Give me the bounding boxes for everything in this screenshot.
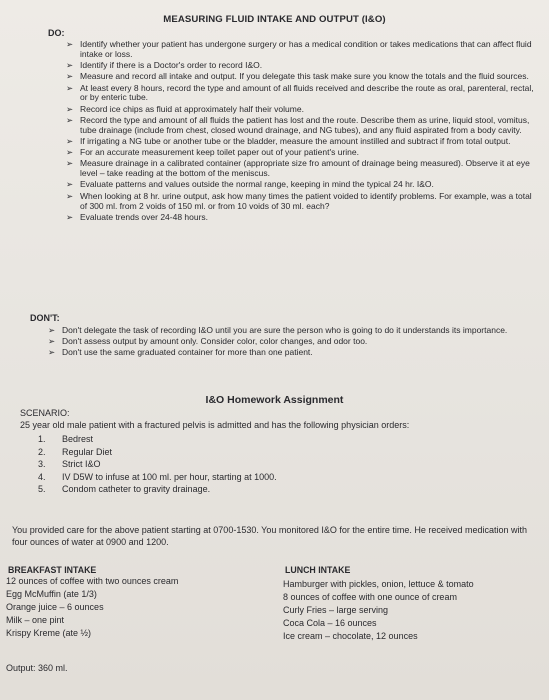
order-item: 3. Strict I&O xyxy=(38,459,101,470)
assignment-title: I&O Homework Assignment xyxy=(205,394,344,406)
breakfast-item: Krispy Kreme (ate ½) xyxy=(6,627,92,638)
arrow-bullet-icon: ➢ xyxy=(66,114,74,125)
arrow-bullet-icon: ➢ xyxy=(66,190,74,201)
arrow-bullet-icon: ➢ xyxy=(66,39,74,49)
care-description: You provided care for the above patient starting at 0700-1530. You monitored I&O for the entire time. He received medication with four ounces of water at 0900 and 1200. xyxy=(12,525,527,548)
do-item: ➢ Evaluate patterns and values outside the normal range, keeping in mind the typical 24 hr. I&O. xyxy=(66,179,434,190)
do-item: ➢ Record ice chips as fluid at approximately half their volume. xyxy=(66,103,304,114)
do-item: ➢ When looking at 8 hr. urine output, ask how many times the patient voided to identify problems. For example, was a total of 300 ml. from 2 voids of 150 ml. or from 10 voids of 30 ml. each? xyxy=(66,190,532,211)
do-item: ➢ For an accurate measurement keep toilet paper out of your patient's urine. xyxy=(66,147,359,158)
lunch-heading: LUNCH INTAKE xyxy=(285,565,351,575)
do-item: ➢ Measure and record all intake and output. If you delegate this task make sure you know the totals and the fluid sources. xyxy=(66,71,529,82)
physician-orders-list xyxy=(38,433,277,496)
do-item: ➢ Identify if there is a Doctor's order to record I&O. xyxy=(66,60,263,71)
output-total: Output: 360 ml. xyxy=(6,663,68,673)
order-item: 1. Bedrest xyxy=(38,434,94,444)
breakfast-item: Egg McMuffin (ate 1/3) xyxy=(6,588,97,599)
lunch-list xyxy=(283,578,474,643)
order-item: 4. IV D5W to infuse at 100 ml. per hour, starting at 1000. xyxy=(38,471,277,482)
do-item: ➢ Record the type and amount of all fluids the patient has lost and the route. Describe them as urine, liquid stool, vomitus, tube drainage (include from chest, closed wound drainage, and NG tubes), and any fluid aspirated from a body cavity. xyxy=(66,114,530,135)
do-item: ➢ If irrigating a NG tube or another tube or the bladder, measure the amount instilled and subtract if from total output. xyxy=(66,135,511,146)
arrow-bullet-icon: ➢ xyxy=(66,147,74,158)
arrow-bullet-icon: ➢ xyxy=(66,60,74,71)
arrow-bullet-icon: ➢ xyxy=(48,347,56,358)
lunch-item: Hamburger with pickles, onion, lettuce & tomato xyxy=(283,579,474,589)
lunch-item: Curly Fries – large serving xyxy=(283,604,389,615)
breakfast-item: 12 ounces of coffee with two ounces cream xyxy=(6,576,179,586)
lunch-item: 8 ounces of coffee with one ounce of cream xyxy=(283,591,457,602)
do-label: DO: xyxy=(48,28,65,38)
arrow-bullet-icon: ➢ xyxy=(48,325,56,335)
arrow-bullet-icon: ➢ xyxy=(66,158,74,169)
lunch-item: Ice cream – chocolate, 12 ounces xyxy=(283,630,418,641)
arrow-bullet-icon: ➢ xyxy=(66,179,74,190)
dont-item: ➢ Don't assess output by amount only. Consider color, color changes, and odor too. xyxy=(48,336,368,347)
scenario-label: SCENARIO: xyxy=(20,408,70,418)
dont-item: ➢ Don't delegate the task of recording I&O until you are sure the person who is going to do it understands its importance. xyxy=(48,325,508,335)
do-list xyxy=(66,40,540,224)
arrow-bullet-icon: ➢ xyxy=(66,103,74,114)
breakfast-heading: BREAKFAST INTAKE xyxy=(8,565,97,575)
arrow-bullet-icon: ➢ xyxy=(66,211,74,222)
breakfast-list xyxy=(6,575,178,640)
dont-item: ➢ Don't use the same graduated container for more than one patient. xyxy=(48,347,313,358)
arrow-bullet-icon: ➢ xyxy=(66,82,74,93)
do-item: ➢ Evaluate trends over 24-48 hours. xyxy=(66,211,209,222)
do-item: ➢ Measure drainage in a calibrated container (appropriate size fro amount of drainage being measured). Observe it at eye level – take reading at the bottom of the meniscus. xyxy=(66,158,530,179)
order-item: 2. Regular Diet xyxy=(38,446,113,457)
dont-label: DON'T: xyxy=(30,313,60,323)
document-title: MEASURING FLUID INTAKE AND OUTPUT (I&O) xyxy=(163,14,386,25)
order-item: 5. Condom catheter to gravity drainage. xyxy=(38,484,211,495)
breakfast-item: Orange juice – 6 ounces xyxy=(6,601,104,612)
dont-list xyxy=(48,326,518,360)
arrow-bullet-icon: ➢ xyxy=(66,135,74,146)
do-item: ➢ At least every 8 hours, record the type and amount of all fluids received and describe the route as oral, parenteral, rectal, or by enteric tube. xyxy=(66,82,534,103)
breakfast-item: Milk – one pint xyxy=(6,614,65,625)
arrow-bullet-icon: ➢ xyxy=(66,71,74,82)
arrow-bullet-icon: ➢ xyxy=(48,336,56,347)
scenario-intro: 25 year old male patient with a fractured pelvis is admitted and has the following physician orders: xyxy=(20,420,410,430)
lunch-item: Coca Cola – 16 ounces xyxy=(283,617,377,628)
do-item: ➢ Identify whether your patient has undergone surgery or has a medical condition or takes medications that can affect fluid intake or loss. xyxy=(66,39,532,59)
